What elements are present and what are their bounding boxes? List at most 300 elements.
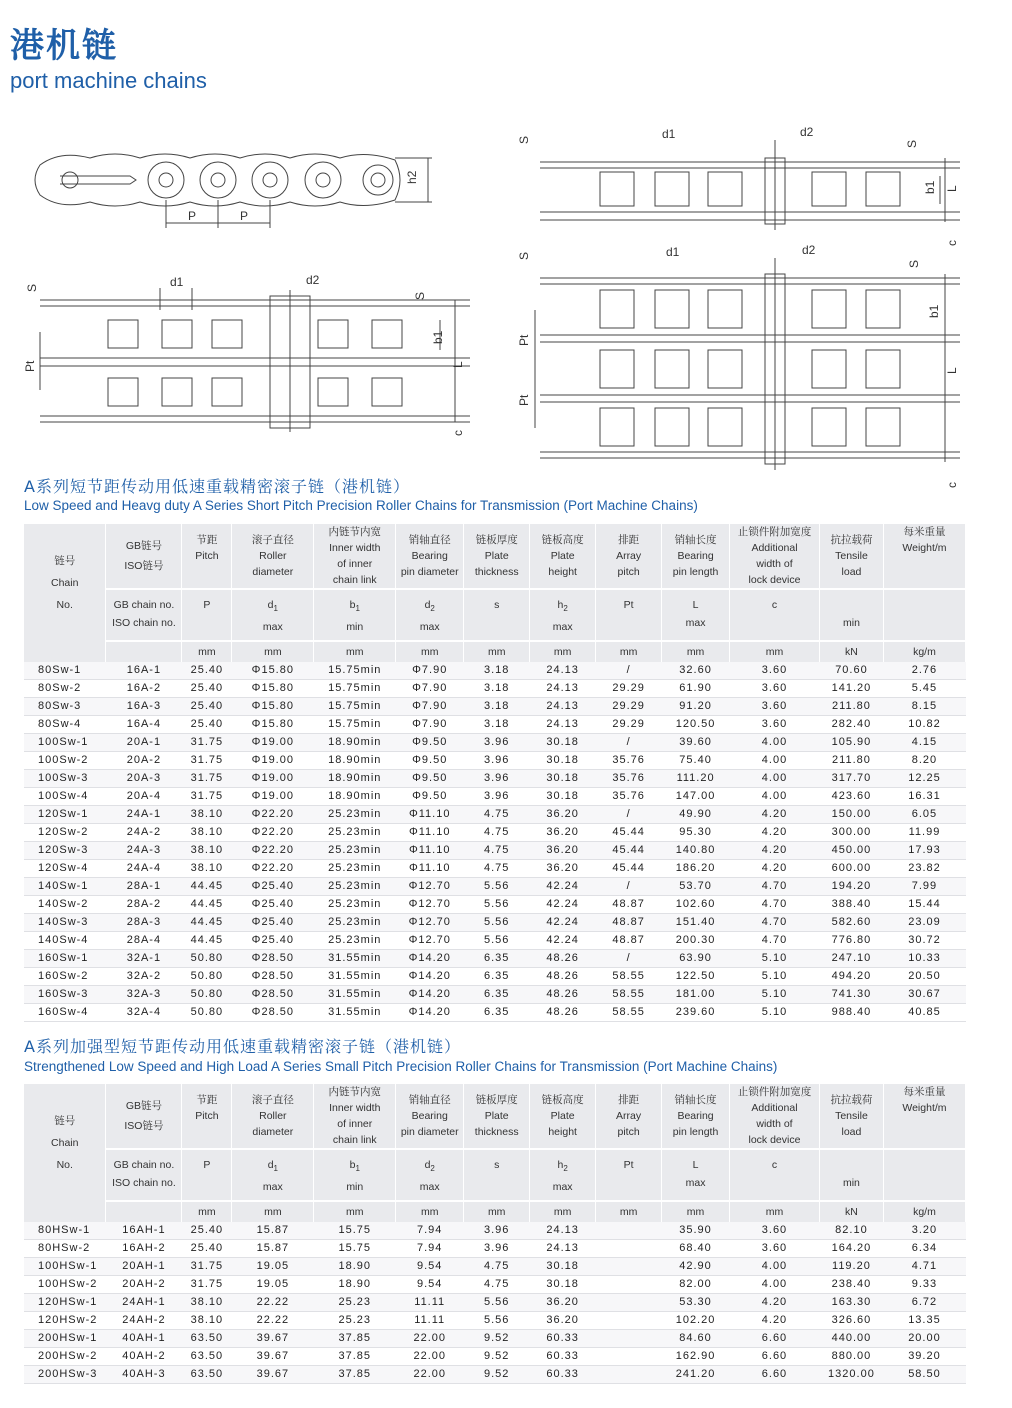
table-cell: 200HSw-1 <box>24 1330 106 1348</box>
table-cell: 4.75 <box>464 806 530 824</box>
table-cell: 5.10 <box>730 986 820 1004</box>
table-cell: 880.00 <box>819 1348 883 1366</box>
table-cell: 36.20 <box>530 1312 596 1330</box>
table-cell: 30.18 <box>530 734 596 752</box>
table-cell: Φ15.80 <box>232 716 314 734</box>
table-cell: 5.56 <box>464 878 530 896</box>
table-cell: 31.75 <box>182 1276 232 1294</box>
table-cell: 100Sw-1 <box>24 734 106 752</box>
table-cell: 48.26 <box>530 986 596 1004</box>
table-cell: 4.20 <box>730 806 820 824</box>
col-gb-chain: GB链号 ISO链号 <box>106 524 182 589</box>
label-d1-right: d1 <box>662 127 676 141</box>
col-array-pitch: 排距 Array pitch <box>596 524 662 589</box>
table-cell: 5.45 <box>883 680 965 698</box>
table-cell: 48.26 <box>530 968 596 986</box>
table-cell: 18.90 <box>314 1258 396 1276</box>
table-cell: 18.90min <box>314 770 396 788</box>
col-plate-thickness: 链板厚度 Plate thickness <box>464 1084 530 1149</box>
table-cell: 194.20 <box>819 878 883 896</box>
table-cell: 25.23min <box>314 824 396 842</box>
table-cell: 181.00 <box>662 986 730 1004</box>
table-cell: 44.45 <box>182 896 232 914</box>
col-pitch: 节距 Pitch <box>182 1084 232 1149</box>
table-cell: Φ19.00 <box>232 752 314 770</box>
table-row <box>24 806 966 824</box>
table-cell: 160Sw-3 <box>24 986 106 1004</box>
table-cell: Φ19.00 <box>232 788 314 806</box>
table-cell: 3.18 <box>464 698 530 716</box>
table-cell: 10.82 <box>883 716 965 734</box>
table-row <box>24 662 966 680</box>
label-s-right: S <box>517 135 531 144</box>
table-cell: 4.75 <box>464 842 530 860</box>
table-cell: 44.45 <box>182 878 232 896</box>
table-cell: 120HSw-2 <box>24 1312 106 1330</box>
table-cell: 4.70 <box>730 914 820 932</box>
table-cell: 24A-4 <box>106 860 182 878</box>
table-cell: 39.67 <box>232 1348 314 1366</box>
table-cell: 32A-3 <box>106 986 182 1004</box>
table-cell: 36.20 <box>530 842 596 860</box>
table-cell: 4.00 <box>730 734 820 752</box>
table-cell: 4.75 <box>464 860 530 878</box>
table-cell: 28A-4 <box>106 932 182 950</box>
table-cell: Φ12.70 <box>396 932 464 950</box>
table-cell: 4.20 <box>730 1294 820 1312</box>
table-cell: / <box>596 662 662 680</box>
table-cell: 4.71 <box>883 1258 965 1276</box>
table-cell: 6.72 <box>883 1294 965 1312</box>
table-cell: 3.60 <box>730 698 820 716</box>
table-cell: 22.00 <box>396 1348 464 1366</box>
table-cell: 15.75min <box>314 698 396 716</box>
table-cell: 19.05 <box>232 1258 314 1276</box>
table-row <box>24 878 966 896</box>
table-cell: 24.13 <box>530 716 596 734</box>
table-cell: 2.76 <box>883 662 965 680</box>
table-cell: 9.54 <box>396 1276 464 1294</box>
table-row <box>24 1294 966 1312</box>
table-cell: 82.10 <box>819 1222 883 1240</box>
col-roller: 滚子直径 Roller diameter <box>232 524 314 589</box>
table-cell: 4.00 <box>730 1258 820 1276</box>
table-cell: Φ15.80 <box>232 698 314 716</box>
table-cell: Φ11.10 <box>396 824 464 842</box>
col-pitch: 节距 Pitch <box>182 524 232 589</box>
table-cell: 31.75 <box>182 734 232 752</box>
table-cell: 119.20 <box>819 1258 883 1276</box>
table-row <box>24 860 966 878</box>
table-cell: 44.45 <box>182 932 232 950</box>
table-row <box>24 896 966 914</box>
table-cell: 39.60 <box>662 734 730 752</box>
table-cell: 29.29 <box>596 680 662 698</box>
table-cell: 3.96 <box>464 734 530 752</box>
table-row <box>24 1004 966 1022</box>
table-cell: 75.40 <box>662 752 730 770</box>
table-cell: 162.90 <box>662 1348 730 1366</box>
table-cell: 25.23min <box>314 932 396 950</box>
table-cell: 30.72 <box>883 932 965 950</box>
table-cell: / <box>596 878 662 896</box>
table-cell: 4.70 <box>730 878 820 896</box>
table-cell: Φ28.50 <box>232 1004 314 1022</box>
table-cell: 3.18 <box>464 716 530 734</box>
table-cell <box>596 1258 662 1276</box>
table-cell: 48.87 <box>596 932 662 950</box>
table-cell: 35.76 <box>596 752 662 770</box>
table-cell: 140Sw-3 <box>24 914 106 932</box>
label-p1: P <box>188 209 197 223</box>
table-cell: Φ7.90 <box>396 680 464 698</box>
table-cell: 326.60 <box>819 1312 883 1330</box>
table-cell: 6.60 <box>730 1366 820 1384</box>
table-cell: 23.09 <box>883 914 965 932</box>
table-cell: 35.76 <box>596 788 662 806</box>
table-cell: 102.20 <box>662 1312 730 1330</box>
table-cell: 15.44 <box>883 896 965 914</box>
table-cell: 24A-1 <box>106 806 182 824</box>
col-pin-diameter: 销轴直径 Bearing pin diameter <box>396 524 464 589</box>
label-l-triplex: L <box>945 367 959 374</box>
table-cell: 29.29 <box>596 716 662 734</box>
table-cell: 24.13 <box>530 680 596 698</box>
table-cell: 102.60 <box>662 896 730 914</box>
table-cell: 36.20 <box>530 1294 596 1312</box>
table-cell: 91.20 <box>662 698 730 716</box>
table-cell: 9.52 <box>464 1348 530 1366</box>
table-row <box>24 1366 966 1384</box>
table-cell: 35.76 <box>596 770 662 788</box>
table-cell: 35.90 <box>662 1222 730 1240</box>
label-s-triplex: S <box>517 251 531 260</box>
table-cell: 32A-1 <box>106 950 182 968</box>
table-cell: 582.60 <box>819 914 883 932</box>
table-cell: 38.10 <box>182 860 232 878</box>
table-cell: 53.30 <box>662 1294 730 1312</box>
table-cell: 1320.00 <box>819 1366 883 1384</box>
table-cell: 3.60 <box>730 1240 820 1258</box>
table-cell: 140Sw-2 <box>24 896 106 914</box>
label-l-left: L <box>451 361 465 368</box>
table-cell: 4.70 <box>730 932 820 950</box>
table-cell: 38.10 <box>182 1294 232 1312</box>
table-cell: 120.50 <box>662 716 730 734</box>
table-cell: 25.23min <box>314 806 396 824</box>
table-cell: 25.40 <box>182 680 232 698</box>
table-cell: 105.90 <box>819 734 883 752</box>
table-cell: 31.55min <box>314 986 396 1004</box>
table-cell: 4.20 <box>730 1312 820 1330</box>
table-cell: 122.50 <box>662 968 730 986</box>
table-cell: 3.60 <box>730 680 820 698</box>
table-cell: 4.15 <box>883 734 965 752</box>
table-cell: 82.00 <box>662 1276 730 1294</box>
table-cell: 80Sw-1 <box>24 662 106 680</box>
gb-iso-en-label: GB chain no. ISO chain no. <box>106 1149 182 1201</box>
table-cell: 40AH-3 <box>106 1366 182 1384</box>
table-body-strengthened <box>24 1222 966 1384</box>
table-cell: 80HSw-2 <box>24 1240 106 1258</box>
table-cell: 141.20 <box>819 680 883 698</box>
label-d2-left: d2 <box>306 273 320 287</box>
table-cell: 25.23min <box>314 842 396 860</box>
table-cell: 31.75 <box>182 770 232 788</box>
table-cell: 48.26 <box>530 950 596 968</box>
table-cell: 53.70 <box>662 878 730 896</box>
table-cell: 6.60 <box>730 1348 820 1366</box>
table-cell: 8.20 <box>883 752 965 770</box>
table-cell: 29.29 <box>596 698 662 716</box>
table-cell: 80Sw-3 <box>24 698 106 716</box>
table-cell: Φ12.70 <box>396 878 464 896</box>
label-b1-right: b1 <box>923 180 937 194</box>
table-cell: 25.40 <box>182 1240 232 1258</box>
table-cell: 36.20 <box>530 860 596 878</box>
table-cell: 9.52 <box>464 1330 530 1348</box>
table-cell <box>596 1294 662 1312</box>
table-cell: 7.99 <box>883 878 965 896</box>
col-additional-width: 止锁件附加宽度 Additional width of lock device <box>730 524 820 589</box>
col-plate-thickness: 链板厚度 Plate thickness <box>464 524 530 589</box>
table-cell: 42.24 <box>530 896 596 914</box>
table-cell: 388.40 <box>819 896 883 914</box>
page-title: 港机链 <box>10 26 118 66</box>
table-cell: 200HSw-2 <box>24 1348 106 1366</box>
table-cell: Φ25.40 <box>232 878 314 896</box>
table-cell: 3.96 <box>464 752 530 770</box>
table-row <box>24 932 966 950</box>
table-cell: 6.05 <box>883 806 965 824</box>
table-cell: Φ7.90 <box>396 662 464 680</box>
table-cell: 36.20 <box>530 806 596 824</box>
table-cell: 25.23 <box>314 1294 396 1312</box>
table-cell: 31.75 <box>182 1258 232 1276</box>
table-cell: Φ28.50 <box>232 986 314 1004</box>
table-cell: 4.20 <box>730 860 820 878</box>
table-cell: 3.96 <box>464 770 530 788</box>
table-row <box>24 788 966 806</box>
table-cell: 60.33 <box>530 1330 596 1348</box>
col-chain-no: 链号 Chain No. <box>24 1084 106 1222</box>
table-cell: 3.60 <box>730 662 820 680</box>
table-cell: 151.40 <box>662 914 730 932</box>
table-cell: 18.90min <box>314 734 396 752</box>
table-cell: 31.55min <box>314 1004 396 1022</box>
table-cell: 6.35 <box>464 986 530 1004</box>
table-cell: 211.80 <box>819 698 883 716</box>
table-cell: 24AH-2 <box>106 1312 182 1330</box>
table-cell: 4.70 <box>730 896 820 914</box>
table-cell: Φ12.70 <box>396 896 464 914</box>
table-row <box>24 950 966 968</box>
table-cell: 11.11 <box>396 1294 464 1312</box>
table-cell: 11.99 <box>883 824 965 842</box>
table-cell: 4.20 <box>730 824 820 842</box>
table-cell: 18.90min <box>314 788 396 806</box>
table-cell: 15.75 <box>314 1222 396 1240</box>
table-cell: 22.00 <box>396 1330 464 1348</box>
col-pin-length: 销轴长度 Bearing pin length <box>662 1084 730 1149</box>
table-row <box>24 1222 966 1240</box>
table-cell: Φ25.40 <box>232 896 314 914</box>
table-row <box>24 824 966 842</box>
col-tensile: 抗拉载荷 Tensile load <box>819 524 883 589</box>
table-cell: 30.18 <box>530 788 596 806</box>
label-d1-triplex: d1 <box>666 245 680 259</box>
table-cell: 60.33 <box>530 1366 596 1384</box>
table-cell: 600.00 <box>819 860 883 878</box>
table-cell: 16A-4 <box>106 716 182 734</box>
table-cell: 120Sw-2 <box>24 824 106 842</box>
table-cell: 160Sw-4 <box>24 1004 106 1022</box>
table-cell: 3.96 <box>464 1222 530 1240</box>
table-cell: 10.33 <box>883 950 965 968</box>
table-cell: 16AH-1 <box>106 1222 182 1240</box>
table-cell: 63.90 <box>662 950 730 968</box>
col-gb-chain: GB链号 ISO链号 <box>106 1084 182 1149</box>
table-cell <box>596 1276 662 1294</box>
table-cell: Φ9.50 <box>396 788 464 806</box>
table-cell: 80HSw-1 <box>24 1222 106 1240</box>
label-c-triplex: c <box>945 482 959 488</box>
table-cell: 31.55min <box>314 950 396 968</box>
table-cell: 40.85 <box>883 1004 965 1022</box>
table-cell: 3.96 <box>464 788 530 806</box>
table-cell: 3.18 <box>464 662 530 680</box>
col-additional-width: 止锁件附加宽度 Additional width of lock device <box>730 1084 820 1149</box>
table-cell: 39.20 <box>883 1348 965 1366</box>
table-cell: 58.55 <box>596 968 662 986</box>
table-cell: 4.00 <box>730 752 820 770</box>
table-cell: 25.23min <box>314 914 396 932</box>
table-cell: 42.24 <box>530 914 596 932</box>
spec-table-standard: 链号 Chain No. GB链号 ISO链号 节距 Pitch 滚子直径 Roller diameter 内链节内宽 Inner width of inner chain link 销轴直径 Bearing pin diameter 链板厚度 Plate thickness 链板高度 Plate height 排距 Array pitch 销轴长度 Bearing pin length 止锁件附加宽度 Additional width of lock device 抗拉载荷 Tensile load 每米重量 Weight/m GB chain no. ISO chain no. P $d_1$ max $b_1$ min $d_2$ max s $h_2$ max Pt L max c min mm mm mm mm mm mm mm mm mm kN kg/m 80Sw-1 16A-1 25.40 Φ15.80 15.75min Φ7.90 3.18 24.13 / 32.60 3.60 70.60 2.76 80Sw-2 16A-2 25.40 Φ15.80 15.75min Φ7.90 3.18 24.13 29.29 61.90 3.60 141.20 5.45 80Sw-3 16A-3 25.40 Φ15.80 15.75min Φ7.90 3.18 24.13 29.29 91.20 3.60 211.80 8.15 80Sw-4 16A-4 25.40 Φ15.80 15.75min Φ7.90 3.18 24.13 29.29 120.50 3.60 282.40 10.82 100Sw-1 20A-1 31.75 Φ19.00 18.90min Φ9.50 3.96 30.18 / 39.60 4.00 105.90 4.15 100Sw-2 20A-2 31.75 Φ19.00 18.90min Φ9.50 3.96 30.18 35.76 75.40 4.00 211.80 8.20 100Sw-3 20A-3 31.75 Φ19.00 18.90min Φ9.50 3.96 30.18 35.76 111.20 4.00 317.70 12.25 100Sw-4 20A-4 31.75 Φ19.00 18.90min Φ9.50 3.96 30.18 35.76 147.00 4.00 423.60 16.31 120Sw-1 24A-1 38.10 Φ22.20 25.23min Φ11.10 4.75 36.20 / 49.90 4.20 150.00 6.05 120Sw-2 24A-2 38.10 Φ22.20 25.23min Φ11.10 4.75 36.20 45.44 95.30 4.20 300.00 11.99 120Sw-3 24A-3 38.10 Φ22.20 25.23min Φ11.10 4.75 36.20 45.44 140.80 4.20 450.00 17.93 120Sw-4 24A-4 38.10 Φ22.20 25.23min Φ11.10 4.75 36.20 45.44 186.20 4.20 600.00 23.82 140Sw-1 28A-1 44.45 Φ25.40 25.23min Φ12.70 5.56 42.24 / 53.70 4.70 194.20 7.99 140Sw-2 28A-2 44.45 Φ25.40 25.23min Φ12.70 5.56 42.24 48.87 102.60 4.70 388.40 15.44 140Sw-3 28A-3 44.45 Φ25.40 25.23min Φ12.70 5.56 42.24 48.87 151.40 4.70 582.60 23.09 140Sw-4 28A-4 44.45 Φ25.40 25.23min Φ12.70 5.56 42.24 48.87 200.30 4.70 776.80 30.72 160Sw-1 32A-1 50.80 Φ28.50 31.55min Φ14.20 6.35 48.26 / 63.90 5.10 247.10 10.33 160Sw-2 32A-2 50.80 Φ28.50 31.55min Φ14.20 6.35 48.26 58.55 122.50 5.10 494.20 20.50 160Sw-3 32A-3 50.80 Φ28.50 31.55min Φ14.20 6.35 48.26 58.55 181.00 5.10 741.30 30.67 160Sw-4 32A-4 50.80 Φ28.50 31.55min Φ14.20 6.35 48.26 58.55 239.60 5.10 988.40 40.85 <box>24 524 966 1022</box>
col-weight: 每米重量 Weight/m <box>883 1084 965 1149</box>
table-cell: 241.20 <box>662 1366 730 1384</box>
table-cell: 12.25 <box>883 770 965 788</box>
table-cell: 164.20 <box>819 1240 883 1258</box>
table-cell: 4.75 <box>464 1276 530 1294</box>
table-cell: 28A-1 <box>106 878 182 896</box>
table-cell: 22.00 <box>396 1366 464 1384</box>
table-cell: 45.44 <box>596 824 662 842</box>
table-cell: 100HSw-1 <box>24 1258 106 1276</box>
table-row <box>24 680 966 698</box>
table-cell: 6.60 <box>730 1330 820 1348</box>
table-row <box>24 914 966 932</box>
table-cell: 24A-2 <box>106 824 182 842</box>
table-cell: 16A-2 <box>106 680 182 698</box>
table-cell: 450.00 <box>819 842 883 860</box>
table-cell: 38.10 <box>182 806 232 824</box>
label-b1-triplex: b1 <box>927 304 941 318</box>
table-cell: Φ14.20 <box>396 986 464 1004</box>
table-cell: 58.55 <box>596 1004 662 1022</box>
table-cell: 211.80 <box>819 752 883 770</box>
table-cell: 6.35 <box>464 950 530 968</box>
table-row <box>24 1276 966 1294</box>
label-d2-right: d2 <box>800 125 814 139</box>
table-cell: 38.10 <box>182 842 232 860</box>
table-cell: 32.60 <box>662 662 730 680</box>
table-cell: 186.20 <box>662 860 730 878</box>
table-cell: 988.40 <box>819 1004 883 1022</box>
table-cell: 36.20 <box>530 824 596 842</box>
table-cell: 24.13 <box>530 1222 596 1240</box>
table-cell: 25.40 <box>182 716 232 734</box>
table-row <box>24 770 966 788</box>
table-cell: Φ19.00 <box>232 770 314 788</box>
table-cell: Φ15.80 <box>232 680 314 698</box>
table-cell: 100Sw-3 <box>24 770 106 788</box>
table-cell: 31.55min <box>314 968 396 986</box>
table-cell: 30.67 <box>883 986 965 1004</box>
table-cell: 60.33 <box>530 1348 596 1366</box>
col-plate-height: 链板高度 Plate height <box>530 524 596 589</box>
table-row <box>24 698 966 716</box>
table-cell: 200HSw-3 <box>24 1366 106 1384</box>
table-cell: 37.85 <box>314 1348 396 1366</box>
col-array-pitch: 排距 Array pitch <box>596 1084 662 1149</box>
table-cell <box>596 1222 662 1240</box>
table-cell: 8.15 <box>883 698 965 716</box>
table-cell: 50.80 <box>182 986 232 1004</box>
table-cell: 15.87 <box>232 1240 314 1258</box>
table-row <box>24 1312 966 1330</box>
table-row <box>24 716 966 734</box>
table-cell: Φ7.90 <box>396 698 464 716</box>
table-row <box>24 734 966 752</box>
table-cell: 776.80 <box>819 932 883 950</box>
table-cell: 4.20 <box>730 842 820 860</box>
table-cell: 6.34 <box>883 1240 965 1258</box>
table-cell: 63.50 <box>182 1366 232 1384</box>
col-tensile: 抗拉载荷 Tensile load <box>819 1084 883 1149</box>
table-cell: 238.40 <box>819 1276 883 1294</box>
col-chain-no: 链号 Chain No. <box>24 524 106 662</box>
table-cell: 200.30 <box>662 932 730 950</box>
col-pin-length: 销轴长度 Bearing pin length <box>662 524 730 589</box>
duplex-top-view-right <box>540 140 960 230</box>
label-pt-triplex1: Pt <box>517 334 531 346</box>
table-cell: 25.23min <box>314 896 396 914</box>
table-cell: 3.60 <box>730 716 820 734</box>
table-cell: 40AH-2 <box>106 1348 182 1366</box>
table-cell: 13.35 <box>883 1312 965 1330</box>
table-cell: 30.18 <box>530 752 596 770</box>
table-cell: Φ11.10 <box>396 842 464 860</box>
table-cell: 7.94 <box>396 1240 464 1258</box>
table-cell: 23.82 <box>883 860 965 878</box>
col-plate-height: 链板高度 Plate height <box>530 1084 596 1149</box>
table-cell: 20A-1 <box>106 734 182 752</box>
table-cell: 140Sw-1 <box>24 878 106 896</box>
table-cell: 50.80 <box>182 1004 232 1022</box>
table-cell: 25.23min <box>314 860 396 878</box>
table-cell: 6.35 <box>464 968 530 986</box>
table-cell: 239.60 <box>662 1004 730 1022</box>
table-cell: 45.44 <box>596 860 662 878</box>
table-cell: 247.10 <box>819 950 883 968</box>
table-cell: Φ7.90 <box>396 716 464 734</box>
table-cell: 7.94 <box>396 1222 464 1240</box>
table-cell: 22.22 <box>232 1294 314 1312</box>
table-cell: 15.75min <box>314 680 396 698</box>
table-cell: 5.56 <box>464 932 530 950</box>
table-row <box>24 1348 966 1366</box>
